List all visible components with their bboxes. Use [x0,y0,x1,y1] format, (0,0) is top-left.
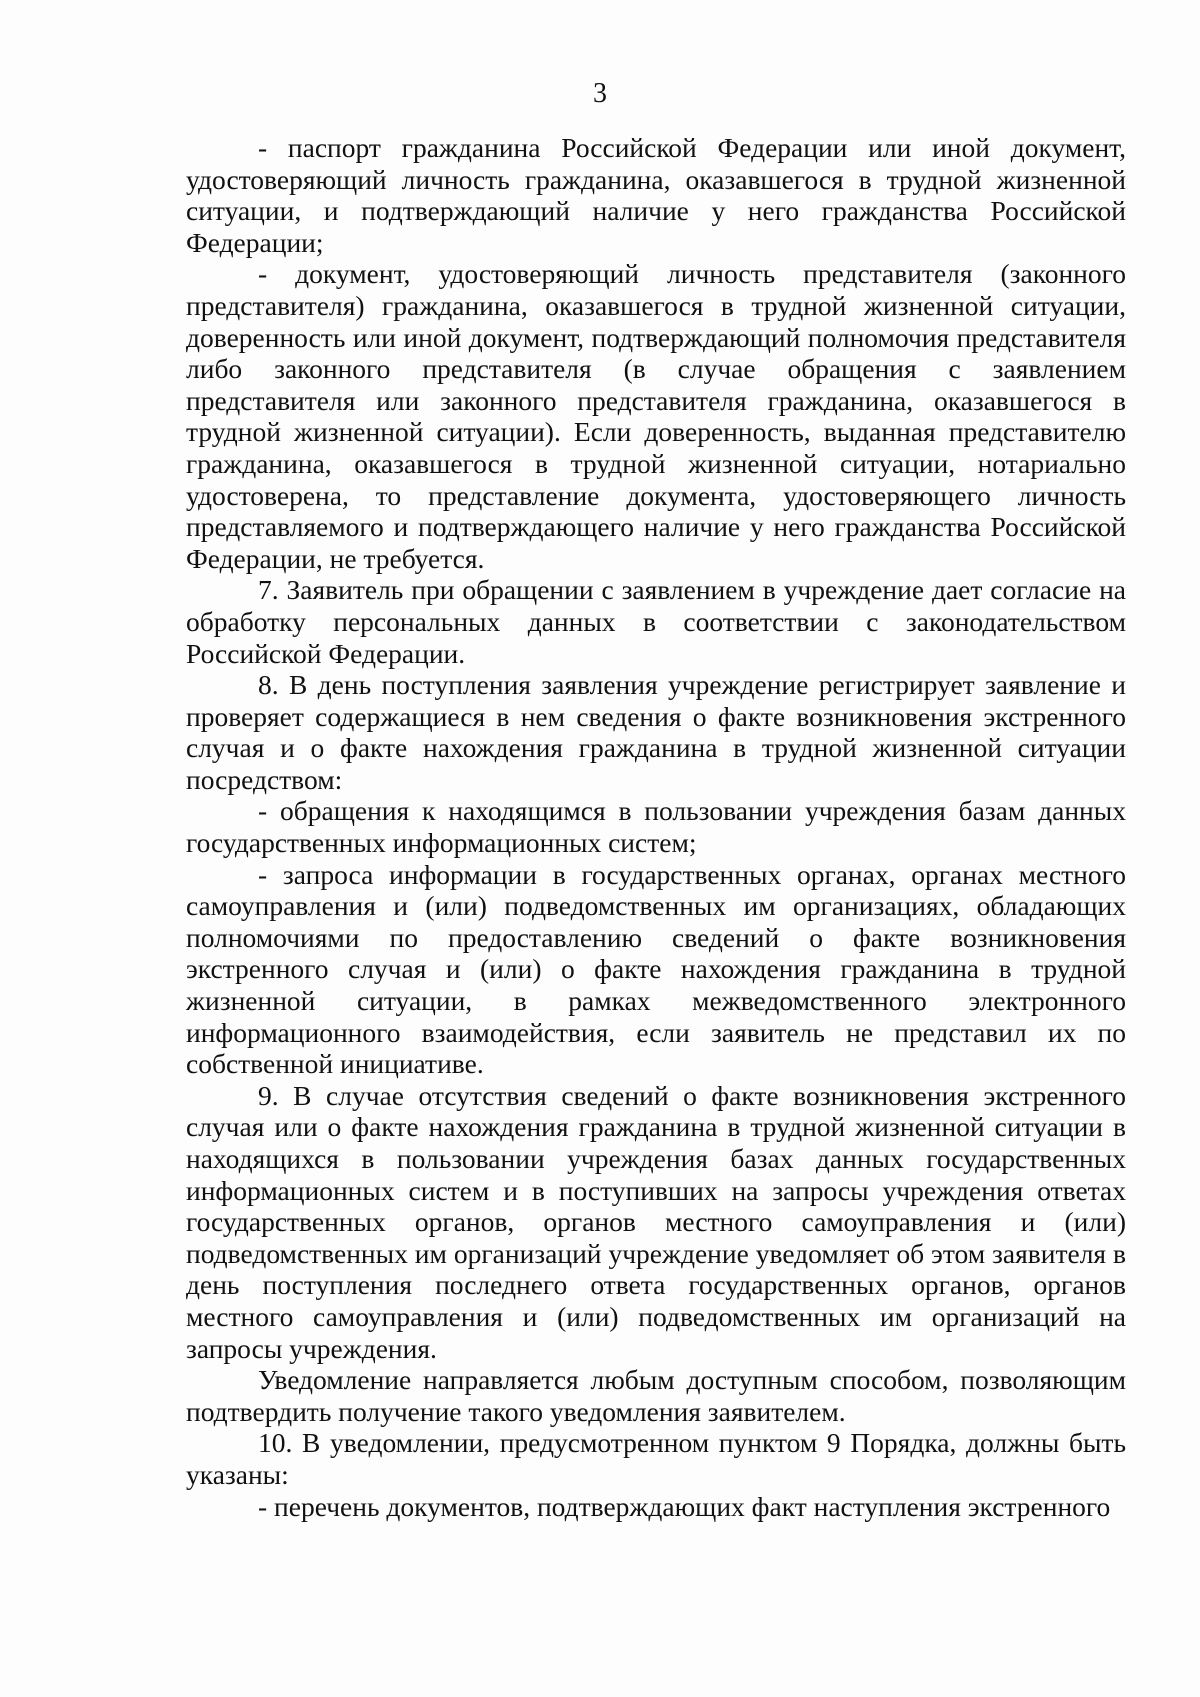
paragraph-item-9: 9. В случае отсутствия сведений о факте возникновения экстренного случая или о факте нахождения гражданина в трудной жизненной ситуации в находящихся в пользовании учреждения базах данных государственных информационных систем и в поступивших на запросы учреждения ответах государственных органов, органов местного самоуправления и (или) подведомственных им организаций учреждение уведомляет об этом заявителя в день поступления последнего ответа государственных органов, органов местного самоуправления и (или) подведомственных им организаций на запросы учреждения. [186,1079,1126,1364]
document-body [186,132,1126,1522]
paragraph-item-10: 10. В уведомлении, предусмотренном пунктом 9 Порядка, должны быть указаны: [186,1427,1126,1490]
page-number: 3 [593,78,607,109]
paragraph-representative-document: - документ, удостоверяющий личность представителя (законного представителя) гражданина, оказавшегося в трудной жизненной ситуации, доверенность или иной документ, подтверждающий полномочия представителя либо законного представителя (в случае обращения с заявлением представителя или законного представителя гражданина, оказавшегося в трудной жизненной ситуации). Если доверенность, выданная представителю гражданина, оказавшегося в трудной жизненной ситуации, нотариально удостоверена, то представление документа, удостоверяющего личность представляемого и подтверждающего наличие у него гражданства Российской Федерации, не требуется. [186,258,1126,574]
paragraph-databases: - обращения к находящимся в пользовании учреждения базам данных государственных информационных систем; [186,795,1126,859]
paragraph-information-request: - запроса информации в государственных органах, органах местного самоуправления и (или) подведомственных им организациях, обладающих полномочиями по предоставлению сведений о факте возникновения экстренного случая и (или) о факте нахождения гражданина в трудной жизненной ситуации, в рамках межведомственного электронного информационного взаимодействия, если заявитель не представил их по собственной инициативе. [186,858,1126,1080]
paragraph-passport: - паспорт гражданина Российской Федерации или иной документ, удостоверяющий личность гражданина, оказавшегося в трудной жизненной ситуации, и подтверждающий наличие у него гражданства Российской Федерации; [186,132,1126,258]
paragraph-notification: Уведомление направляется любым доступным способом, позволяющим подтвердить получение такого уведомления заявителем. [186,1364,1126,1427]
paragraph-item-8: 8. В день поступления заявления учреждение регистрирует заявление и проверяет содержащиеся в нем сведения о факте возникновения экстренного случая и о факте нахождения гражданина в трудной жизненной ситуации посредством: [186,669,1126,795]
paragraph-documents-list: - перечень документов, подтверждающих факт наступления экстренного [258,1490,1111,1522]
paragraph-item-7: 7. Заявитель при обращении с заявлением в учреждение дает согласие на обработку персональных данных в соответствии с законодательством Российской Федерации. [186,574,1126,669]
